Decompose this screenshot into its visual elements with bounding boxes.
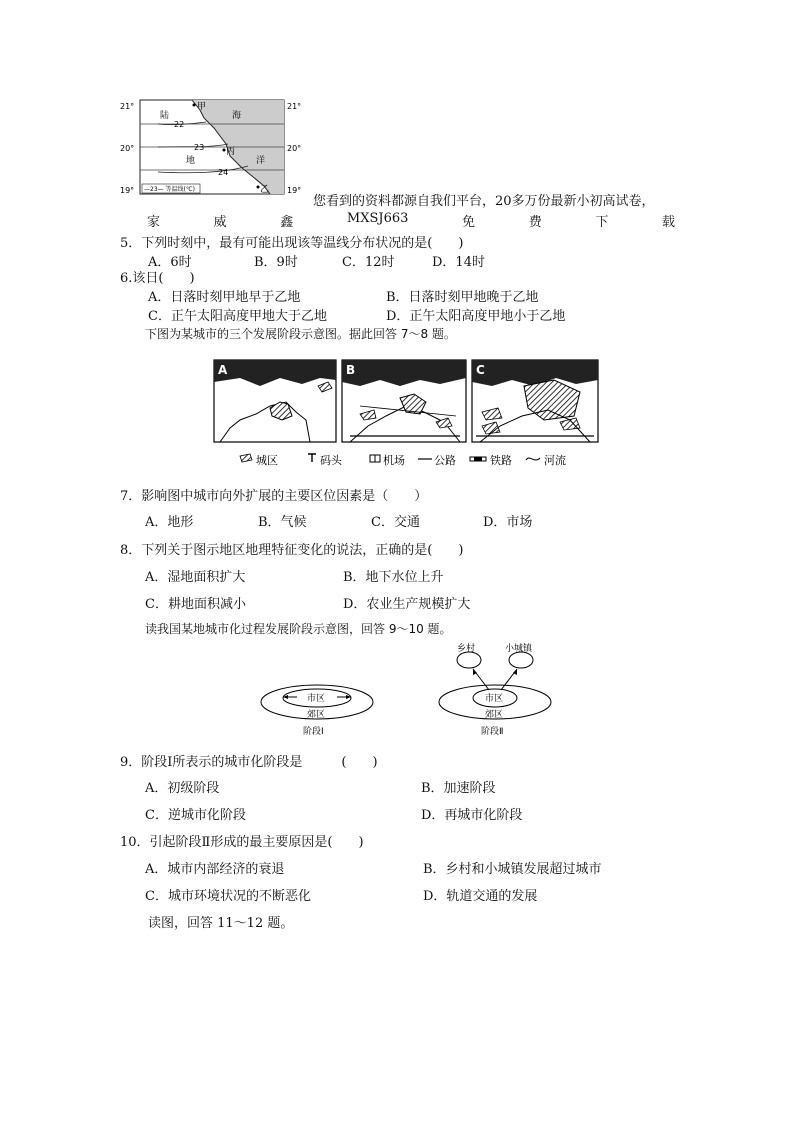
stage-2 [439, 642, 551, 737]
q8-option-a: A．湿地面积扩大 [145, 570, 246, 585]
q5-option-d: D．14时 [432, 255, 485, 270]
q6-stem: 6.该日( ) [120, 271, 195, 286]
q8-option-d: D．农业生产规模扩大 [343, 597, 471, 612]
stage2-suburb: 郊区 [485, 710, 504, 720]
land-label-2: 地 [186, 156, 196, 166]
city-stages-map [210, 356, 602, 472]
isotherm-map [118, 96, 308, 200]
q9-option-d: D．再城市化阶段 [421, 808, 523, 823]
q8-option-b: B．地下水位上升 [343, 570, 444, 585]
q10-option-a: A．城市内部经济的衰退 [145, 862, 285, 877]
ad-word: 下 [595, 215, 609, 230]
ad-word: 家 [147, 215, 161, 230]
panel-b [342, 360, 466, 442]
stage2-town: 小城镇 [505, 644, 533, 654]
point-jia: 甲 [197, 102, 207, 112]
legend-port: 码头 [320, 454, 342, 467]
q9-option-c: C．逆城市化阶段 [145, 808, 246, 823]
sea-label-1: 海 [232, 111, 242, 121]
q7-option-a: A．地形 [145, 515, 194, 530]
ad-line-2 [147, 211, 675, 230]
q8-stem: 8．下列关于图示地区地理特征变化的说法，正确的是( ) [120, 543, 464, 558]
ad-line-1: 您看到的资料都源自我们平台，20多万份最新小初高试卷， [313, 194, 655, 209]
ad-word: 免 [462, 215, 476, 230]
q7-option-b: B．气候 [258, 515, 307, 530]
stage1-city: 市区 [307, 694, 326, 704]
q6-option-c: C．正午太阳高度甲地大于乙地 [148, 309, 327, 324]
panel-c-label: C [476, 363, 485, 377]
q8-option-c: C．耕地面积减小 [145, 597, 246, 612]
stage2-label: 阶段Ⅱ [481, 727, 504, 737]
q7-stem: 7．影响图中城市向外扩展的主要区位因素是（ ） [120, 489, 428, 504]
q9-stem: 9．阶段Ⅰ所表示的城市化阶段是 ( ) [120, 755, 378, 770]
q6-option-d: D．正午太阳高度甲地小于乙地 [386, 309, 566, 324]
legend-urban: 城区 [256, 454, 278, 467]
intro-11-12: 读图，回答 11～12 题。 [148, 916, 294, 931]
legend-road: 公路 [434, 454, 456, 467]
q10-option-c: C．城市环境状况的不断恶化 [145, 889, 311, 904]
q10-option-d: D．轨道交通的发展 [423, 889, 538, 904]
panel-c [472, 360, 598, 442]
ad-word: MXSJ663 [346, 211, 409, 226]
legend-river: 河流 [544, 454, 566, 467]
panel-a [214, 360, 336, 442]
ad-word: 鑫 [280, 215, 294, 230]
q5-option-b: B．9时 [254, 255, 298, 270]
q7-option-c: C．交通 [371, 515, 420, 530]
isotherm-22: 22 [174, 120, 185, 129]
isotherm-legend: —23— 等温线(℃) [144, 186, 195, 193]
land-label-1: 陆 [160, 111, 170, 121]
q9-option-b: B．加速阶段 [421, 781, 496, 796]
intro-7-8: 下图为某城市的三个发展阶段示意图。据此回答 7～8 题。 [145, 327, 456, 341]
q9-option-a: A．初级阶段 [145, 781, 220, 796]
urbanization-diagram [255, 640, 555, 740]
intro-9-10: 读我国某地城市化过程发展阶段示意图，回答 9～10 题。 [145, 622, 452, 636]
q5-stem: 5．下列时刻中，最有可能出现该等温线分布状况的是( ) [120, 236, 464, 251]
lat-19-right: 19° [287, 186, 302, 195]
lat-19-left: 19° [120, 186, 135, 195]
stage1-label: 阶段Ⅰ [303, 727, 324, 737]
ad-word: 载 [661, 215, 675, 230]
q10-option-b: B．乡村和小城镇发展超过城市 [423, 862, 602, 877]
point-yi: 乙 [260, 185, 270, 195]
point-bing: 丙 [226, 147, 236, 157]
q5-option-a: A．6时 [148, 255, 192, 270]
stage2-village: 乡村 [457, 644, 476, 654]
panel-b-label: B [346, 363, 356, 377]
q5-option-c: C．12时 [342, 255, 395, 270]
q10-stem: 10．引起阶段Ⅱ形成的最主要原因是( ) [120, 835, 364, 850]
lat-20-left: 20° [120, 144, 135, 153]
stage1-suburb: 郊区 [307, 710, 326, 720]
q6-option-b: B．日落时刻甲地晚于乙地 [386, 290, 539, 305]
sea-label-2: 洋 [256, 156, 266, 166]
q7-option-d: D．市场 [483, 515, 533, 530]
panel-a-label: A [218, 363, 228, 377]
legend-railway: 铁路 [490, 454, 512, 467]
q6-option-a: A．日落时刻甲地早于乙地 [148, 290, 301, 305]
ad-word: 威 [213, 215, 227, 230]
lat-21-right: 21° [287, 102, 302, 111]
stage-1 [261, 685, 373, 737]
ad-word: 费 [528, 215, 542, 230]
lat-20-right: 20° [287, 144, 302, 153]
isotherm-23: 23 [194, 143, 205, 152]
stage2-city: 市区 [485, 694, 504, 704]
lat-21-left: 21° [120, 102, 135, 111]
map2-legend [240, 453, 566, 467]
legend-airport: 机场 [383, 454, 405, 467]
isotherm-24: 24 [218, 168, 229, 177]
